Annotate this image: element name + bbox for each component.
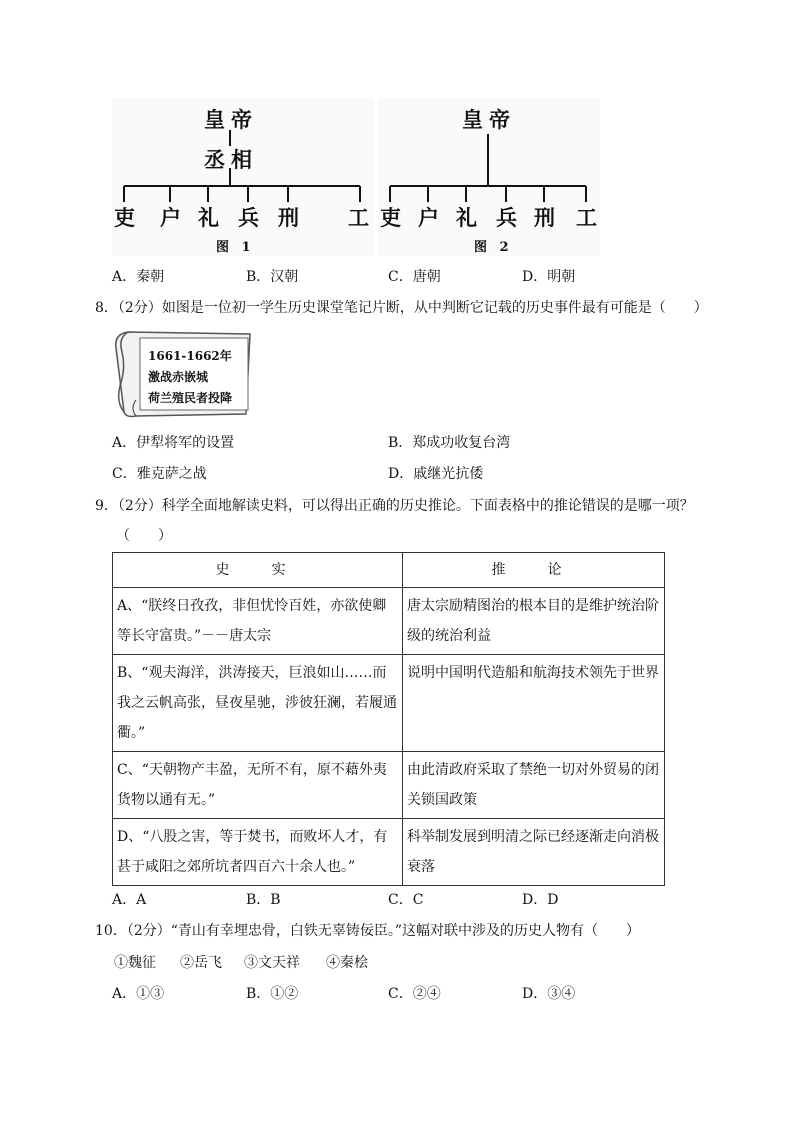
note-line-2: 激战赤嵌城	[148, 370, 209, 384]
inference-cell: 唐太宗励精图治的根本目的是维护统治阶级的统治利益	[403, 588, 665, 655]
table-row	[113, 588, 665, 655]
q9-history-table	[112, 552, 665, 886]
header-fact: 史 实	[113, 553, 403, 588]
fig1-dept: 兵	[238, 205, 259, 230]
q9-option-d[interactable]: D．D	[522, 892, 559, 908]
q10-choice-2: ②岳飞	[180, 955, 222, 971]
q8-option-d[interactable]: D．戚继光抗倭	[388, 466, 484, 482]
fig1-dept: 户	[160, 205, 181, 230]
fig2-dept: 吏	[380, 205, 401, 230]
header-inference: 推 论	[403, 553, 665, 588]
fig2-dept: 礼	[456, 205, 477, 230]
fig1-dept: 工	[348, 205, 369, 230]
fact-cell: D、“八股之害，等于焚书，而败坏人才，有甚于咸阳之郊所坑者四百六十余人也。”	[113, 819, 403, 886]
q7-option-b[interactable]: B．汉朝	[246, 269, 299, 285]
q8-option-a[interactable]: A．伊犁将军的设置	[112, 435, 235, 451]
fig2-label: 图 2	[474, 240, 513, 255]
q10-choice-4: ④秦桧	[326, 955, 368, 971]
fig2-dept: 刑	[534, 205, 555, 230]
fig1-chancellor: 丞相	[204, 147, 258, 172]
q9-stem-blank: （ ）	[116, 528, 172, 544]
fact-cell: B、“观夫海洋，洪涛接天，巨浪如山……而我之云帆高张，昼夜星驰，涉彼狂澜，若履通衢。”	[113, 655, 403, 752]
fig2-dept: 户	[418, 205, 439, 230]
q7-figure-2	[378, 98, 600, 256]
q10-option-b[interactable]: B．①②	[246, 986, 299, 1002]
table-row	[113, 655, 665, 752]
fig1-dept: 吏	[114, 205, 135, 230]
q9-option-c[interactable]: C．C	[388, 892, 424, 908]
fig1-emperor: 皇帝	[204, 107, 258, 132]
table-header-row	[113, 553, 665, 588]
q10-option-d[interactable]: D．③④	[522, 986, 576, 1002]
fig1-dept: 礼	[198, 205, 219, 230]
fig2-emperor: 皇帝	[462, 107, 516, 132]
inference-cell: 由此清政府采取了禁绝一切对外贸易的闭关锁国政策	[403, 752, 665, 819]
q10-option-a[interactable]: A．①③	[112, 986, 165, 1002]
fig2-dept: 兵	[496, 205, 517, 230]
q7-option-d[interactable]: D．明朝	[522, 269, 576, 285]
q8-option-c[interactable]: C．雅克萨之战	[112, 466, 207, 482]
q9-stem: 9．（2分）科学全面地解读史料，可以得出正确的历史推论。下面表格中的推论错误的是哪一项？	[95, 498, 694, 514]
q8-option-b[interactable]: B．郑成功收复台湾	[388, 435, 511, 451]
fig2-dept: 工	[576, 205, 597, 230]
note-line-1: 1661-1662年	[148, 349, 232, 363]
q9-option-a[interactable]: A．A	[112, 892, 147, 908]
q10-option-c[interactable]: C．②④	[388, 986, 441, 1002]
q8-scroll-note	[110, 328, 252, 420]
q10-choice-3: ③文天祥	[244, 955, 300, 971]
q10-stem: 10．（2分）“青山有幸埋忠骨，白铁无辜铸佞臣。”这幅对联中涉及的历史人物有（ ）	[95, 923, 641, 939]
fact-cell: A、“朕终日孜孜，非但忧怜百姓，亦欲使卿等长守富贵。”－－唐太宗	[113, 588, 403, 655]
fact-cell: C、“天朝物产丰盈，无所不有，原不藉外夷货物以通有无。”	[113, 752, 403, 819]
inference-cell: 科举制发展到明清之际已经逐渐走向消极衰落	[403, 819, 665, 886]
table-row	[113, 819, 665, 886]
fig1-dept: 刑	[278, 205, 299, 230]
q9-option-b[interactable]: B．B	[246, 892, 281, 908]
note-line-3: 荷兰殖民者投降	[148, 391, 233, 405]
q7-option-a[interactable]: A．秦朝	[112, 269, 165, 285]
inference-cell: 说明中国明代造船和航海技术领先于世界	[403, 655, 665, 752]
q8-stem: 8．（2分）如图是一位初一学生历史课堂笔记片断，从中判断它记载的历史事件最有可能是（ ）	[95, 300, 708, 316]
q7-option-c[interactable]: C．唐朝	[388, 269, 441, 285]
table-row	[113, 752, 665, 819]
q7-figure-1	[112, 98, 374, 256]
fig1-label: 图 1	[216, 240, 255, 255]
q10-choice-1: ①魏征	[114, 955, 156, 971]
